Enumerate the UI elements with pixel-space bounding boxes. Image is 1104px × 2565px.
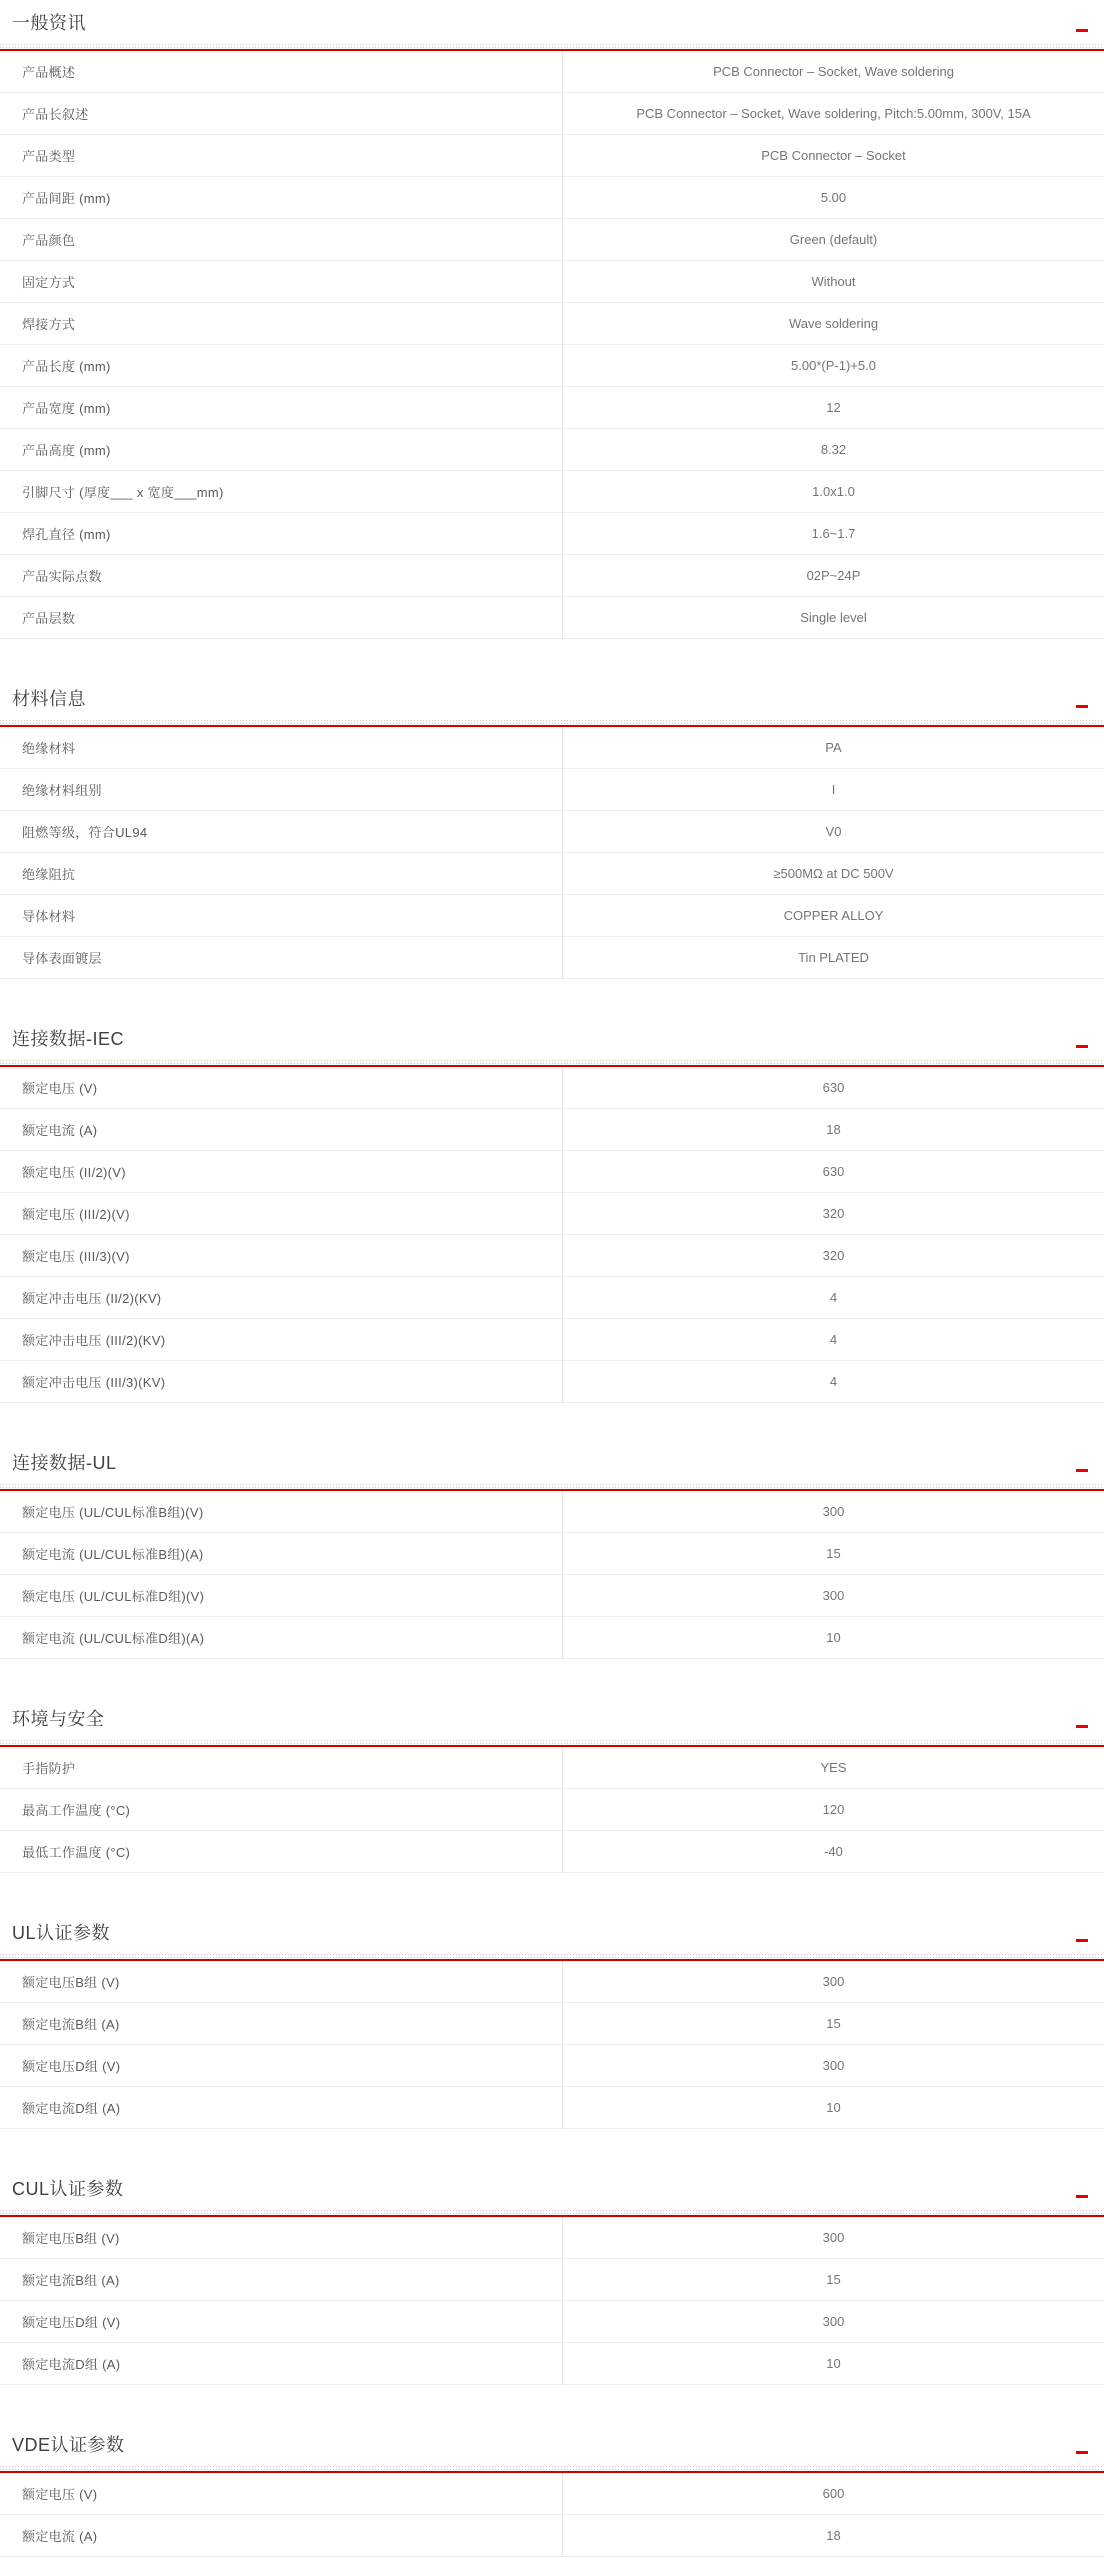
minus-icon xyxy=(1076,1469,1088,1472)
spec-value: 4 xyxy=(563,1319,1104,1361)
section-title: CUL认证参数 xyxy=(12,2176,124,2202)
table-row xyxy=(0,853,1104,895)
table-row xyxy=(0,895,1104,937)
spec-label: 绝缘阻抗 xyxy=(0,853,563,895)
spec-section-2 xyxy=(0,1026,1104,1403)
minus-icon xyxy=(1076,29,1088,32)
section-header xyxy=(0,10,1104,36)
spec-value: 300 xyxy=(563,1491,1104,1533)
spec-label: 最低工作温度 (°C) xyxy=(0,1831,563,1873)
spec-label: 产品颜色 xyxy=(0,219,563,261)
table-row xyxy=(0,727,1104,769)
section-title: 连接数据-UL xyxy=(12,1450,117,1476)
minus-icon xyxy=(1076,1939,1088,1942)
spec-value: 18 xyxy=(563,2515,1104,2557)
spec-value: PCB Connector – Socket, Wave soldering, Pitch:5.00mm, 300V, 15A xyxy=(563,93,1104,135)
section-header xyxy=(0,686,1104,712)
table-row xyxy=(0,2301,1104,2343)
collapse-toggle-button[interactable] xyxy=(1074,2446,1088,2458)
table-row xyxy=(0,219,1104,261)
spec-label: 额定电压 (V) xyxy=(0,2473,563,2515)
spec-value: Wave soldering xyxy=(563,303,1104,345)
section-header xyxy=(0,1026,1104,1052)
table-row xyxy=(0,177,1104,219)
spec-table-body xyxy=(0,2473,1104,2557)
table-row xyxy=(0,2515,1104,2557)
section-header xyxy=(0,2176,1104,2202)
spec-section-5 xyxy=(0,1920,1104,2129)
table-row xyxy=(0,1277,1104,1319)
spec-table xyxy=(0,1961,1104,2129)
table-row xyxy=(0,1575,1104,1617)
spec-label: 额定冲击电压 (II/2)(KV) xyxy=(0,1277,563,1319)
spec-label: 额定电压D组 (V) xyxy=(0,2045,563,2087)
spec-value: 300 xyxy=(563,2045,1104,2087)
spec-label: 额定电压 (UL/CUL标准B组)(V) xyxy=(0,1491,563,1533)
table-row xyxy=(0,1961,1104,2003)
spec-value: V0 xyxy=(563,811,1104,853)
table-row xyxy=(0,2087,1104,2129)
spec-value: 02P~24P xyxy=(563,555,1104,597)
minus-icon xyxy=(1076,1045,1088,1048)
collapse-toggle-button[interactable] xyxy=(1074,1464,1088,1476)
spec-value: -40 xyxy=(563,1831,1104,1873)
spec-label: 绝缘材料组别 xyxy=(0,769,563,811)
table-row xyxy=(0,2003,1104,2045)
spec-label: 固定方式 xyxy=(0,261,563,303)
spec-label: 额定电压D组 (V) xyxy=(0,2301,563,2343)
spec-value: 120 xyxy=(563,1789,1104,1831)
spec-value: I xyxy=(563,769,1104,811)
spec-value: Without xyxy=(563,261,1104,303)
section-title: 环境与安全 xyxy=(12,1706,105,1732)
table-row xyxy=(0,1747,1104,1789)
spec-value: 10 xyxy=(563,2087,1104,2129)
spec-table-body xyxy=(0,1491,1104,1659)
table-row xyxy=(0,769,1104,811)
table-row xyxy=(0,1319,1104,1361)
spec-label: 额定电压B组 (V) xyxy=(0,2217,563,2259)
table-row xyxy=(0,1831,1104,1873)
spec-value: 8.32 xyxy=(563,429,1104,471)
spec-label: 产品实际点数 xyxy=(0,555,563,597)
spec-table xyxy=(0,1747,1104,1873)
table-row xyxy=(0,555,1104,597)
spec-table xyxy=(0,1491,1104,1659)
table-row xyxy=(0,1109,1104,1151)
minus-icon xyxy=(1076,1725,1088,1728)
section-header xyxy=(0,1706,1104,1732)
spec-value: 300 xyxy=(563,1961,1104,2003)
spec-label: 额定电压 (III/2)(V) xyxy=(0,1193,563,1235)
spec-label: 引脚尺寸 (厚度___ x 宽度___mm) xyxy=(0,471,563,513)
spec-label: 额定电压 (II/2)(V) xyxy=(0,1151,563,1193)
table-row xyxy=(0,471,1104,513)
spec-label: 额定电流B组 (A) xyxy=(0,2259,563,2301)
spec-value: YES xyxy=(563,1747,1104,1789)
section-title: 材料信息 xyxy=(12,686,86,712)
spec-label: 额定冲击电压 (III/3)(KV) xyxy=(0,1361,563,1403)
spec-label: 导体材料 xyxy=(0,895,563,937)
spec-value: PCB Connector – Socket, Wave soldering xyxy=(563,51,1104,93)
spec-table xyxy=(0,2473,1104,2557)
spec-value: 320 xyxy=(563,1235,1104,1277)
section-header xyxy=(0,2432,1104,2458)
section-header xyxy=(0,1450,1104,1476)
spec-table-body xyxy=(0,51,1104,639)
section-header xyxy=(0,1920,1104,1946)
table-row xyxy=(0,1617,1104,1659)
spec-value: PCB Connector – Socket xyxy=(563,135,1104,177)
table-row xyxy=(0,135,1104,177)
spec-label: 产品高度 (mm) xyxy=(0,429,563,471)
spec-value: 15 xyxy=(563,2259,1104,2301)
spec-value: 15 xyxy=(563,1533,1104,1575)
table-row xyxy=(0,345,1104,387)
table-row xyxy=(0,2343,1104,2385)
spec-section-6 xyxy=(0,2176,1104,2385)
spec-section-3 xyxy=(0,1450,1104,1659)
spec-value: 300 xyxy=(563,1575,1104,1617)
spec-value: COPPER ALLOY xyxy=(563,895,1104,937)
spec-section-4 xyxy=(0,1706,1104,1873)
minus-icon xyxy=(1076,705,1088,708)
spec-label: 额定电压 (III/3)(V) xyxy=(0,1235,563,1277)
spec-label: 导体表面镀层 xyxy=(0,937,563,979)
spec-value: PA xyxy=(563,727,1104,769)
spec-table-body xyxy=(0,1067,1104,1403)
spec-label: 焊接方式 xyxy=(0,303,563,345)
spec-label: 额定冲击电压 (III/2)(KV) xyxy=(0,1319,563,1361)
product-spec-page xyxy=(0,10,1104,2557)
spec-label: 额定电压B组 (V) xyxy=(0,1961,563,2003)
spec-value: 630 xyxy=(563,1151,1104,1193)
spec-label: 阻燃等级，符合UL94 xyxy=(0,811,563,853)
spec-value: ≥500MΩ at DC 500V xyxy=(563,853,1104,895)
spec-label: 产品长叙述 xyxy=(0,93,563,135)
spec-value: 12 xyxy=(563,387,1104,429)
spec-value: 1.0x1.0 xyxy=(563,471,1104,513)
spec-label: 产品层数 xyxy=(0,597,563,639)
collapse-toggle-button[interactable] xyxy=(1074,700,1088,712)
table-row xyxy=(0,2217,1104,2259)
collapse-toggle-button[interactable] xyxy=(1074,1934,1088,1946)
spec-label: 焊孔直径 (mm) xyxy=(0,513,563,555)
spec-label: 产品宽度 (mm) xyxy=(0,387,563,429)
spec-value: 600 xyxy=(563,2473,1104,2515)
spec-value: Green (default) xyxy=(563,219,1104,261)
table-row xyxy=(0,1151,1104,1193)
table-row xyxy=(0,1491,1104,1533)
spec-label: 产品长度 (mm) xyxy=(0,345,563,387)
spec-table-body xyxy=(0,727,1104,979)
table-row xyxy=(0,387,1104,429)
section-title: 连接数据-IEC xyxy=(12,1026,124,1052)
spec-label: 额定电流 (A) xyxy=(0,1109,563,1151)
table-row xyxy=(0,597,1104,639)
spec-label: 额定电流D组 (A) xyxy=(0,2087,563,2129)
collapse-toggle-button[interactable] xyxy=(1074,24,1088,36)
collapse-toggle-button[interactable] xyxy=(1074,2190,1088,2202)
spec-value: 4 xyxy=(563,1277,1104,1319)
table-row xyxy=(0,93,1104,135)
spec-label: 额定电流D组 (A) xyxy=(0,2343,563,2385)
section-title: 一般资讯 xyxy=(12,10,86,36)
spec-label: 产品类型 xyxy=(0,135,563,177)
spec-value: 10 xyxy=(563,2343,1104,2385)
spec-value: 15 xyxy=(563,2003,1104,2045)
table-row xyxy=(0,1361,1104,1403)
spec-label: 额定电流 (UL/CUL标准D组)(A) xyxy=(0,1617,563,1659)
table-row xyxy=(0,429,1104,471)
table-row xyxy=(0,261,1104,303)
spec-value: 5.00 xyxy=(563,177,1104,219)
table-row xyxy=(0,1193,1104,1235)
spec-value: 4 xyxy=(563,1361,1104,1403)
minus-icon xyxy=(1076,2195,1088,2198)
spec-label: 绝缘材料 xyxy=(0,727,563,769)
spec-value: 1.6~1.7 xyxy=(563,513,1104,555)
spec-table xyxy=(0,51,1104,639)
spec-section-7 xyxy=(0,2432,1104,2557)
table-row xyxy=(0,1235,1104,1277)
table-row xyxy=(0,2045,1104,2087)
section-title: UL认证参数 xyxy=(12,1920,110,1946)
spec-section-0 xyxy=(0,10,1104,639)
minus-icon xyxy=(1076,2451,1088,2454)
spec-table-body xyxy=(0,2217,1104,2385)
spec-value: Tin PLATED xyxy=(563,937,1104,979)
spec-label: 手指防护 xyxy=(0,1747,563,1789)
spec-label: 额定电压 (UL/CUL标准D组)(V) xyxy=(0,1575,563,1617)
spec-label: 额定电流B组 (A) xyxy=(0,2003,563,2045)
table-row xyxy=(0,2259,1104,2301)
spec-label: 额定电压 (V) xyxy=(0,1067,563,1109)
table-row xyxy=(0,51,1104,93)
table-row xyxy=(0,937,1104,979)
spec-label: 产品概述 xyxy=(0,51,563,93)
spec-table-body xyxy=(0,1961,1104,2129)
spec-table-body xyxy=(0,1747,1104,1873)
spec-label: 额定电流 (UL/CUL标准B组)(A) xyxy=(0,1533,563,1575)
collapse-toggle-button[interactable] xyxy=(1074,1040,1088,1052)
spec-label: 最高工作温度 (°C) xyxy=(0,1789,563,1831)
spec-value: 300 xyxy=(563,2301,1104,2343)
spec-section-1 xyxy=(0,686,1104,979)
table-row xyxy=(0,303,1104,345)
spec-value: 320 xyxy=(563,1193,1104,1235)
collapse-toggle-button[interactable] xyxy=(1074,1720,1088,1732)
table-row xyxy=(0,811,1104,853)
spec-value: 5.00*(P-1)+5.0 xyxy=(563,345,1104,387)
spec-value: Single level xyxy=(563,597,1104,639)
spec-value: 630 xyxy=(563,1067,1104,1109)
table-row xyxy=(0,1533,1104,1575)
spec-label: 额定电流 (A) xyxy=(0,2515,563,2557)
spec-table xyxy=(0,1067,1104,1403)
table-row xyxy=(0,1067,1104,1109)
spec-value: 300 xyxy=(563,2217,1104,2259)
section-title: VDE认证参数 xyxy=(12,2432,125,2458)
spec-value: 10 xyxy=(563,1617,1104,1659)
table-row xyxy=(0,513,1104,555)
spec-value: 18 xyxy=(563,1109,1104,1151)
spec-label: 产品间距 (mm) xyxy=(0,177,563,219)
spec-table xyxy=(0,727,1104,979)
table-row xyxy=(0,2473,1104,2515)
table-row xyxy=(0,1789,1104,1831)
spec-table xyxy=(0,2217,1104,2385)
